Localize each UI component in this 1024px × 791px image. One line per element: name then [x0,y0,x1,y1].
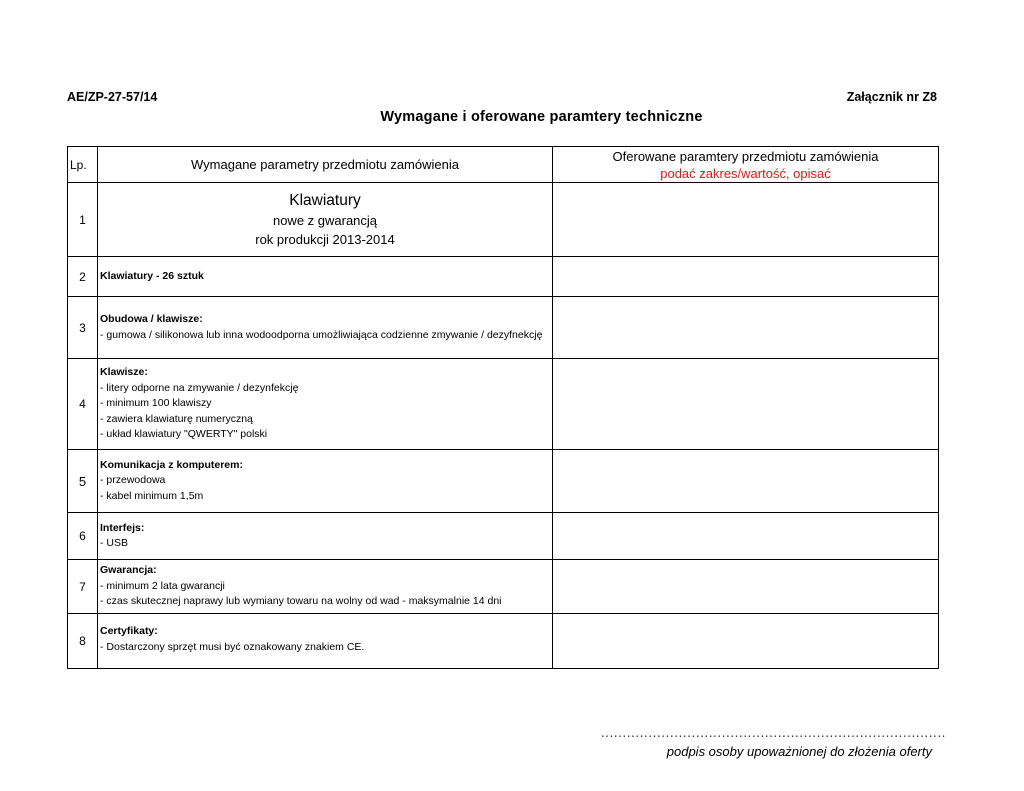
header-offered-label: Oferowane paramtery przedmiotu zamówienia [612,148,879,164]
row-line: - układ klawiatury "QWERTY" polski [100,428,268,441]
header-required: Wymagane parametry przedmiotu zamówienia [98,147,553,183]
row-title: Certyfikaty: [100,625,158,637]
row-required [98,297,553,359]
row-line: - gumowa / silikonowa lub inna wodoodporna umożliwiająca codzienne zmywanie / dezyfnekcję [100,328,543,341]
row-offered-input[interactable] [553,183,939,257]
row-line: - przewodowa [100,474,166,487]
row-required [98,614,553,669]
row-title: Klawiatury - 26 sztuk [100,269,204,282]
row-line: rok produkcji 2013-2014 [255,231,395,247]
row-line: - zawiera klawiaturę numeryczną [100,412,253,425]
header-offered [553,147,939,183]
table-header-row [68,147,939,183]
row-required [98,359,553,450]
row-offered-input[interactable] [553,297,939,359]
specification-table [67,146,939,669]
row-title: Klawisze: [100,366,148,379]
row-line: nowe z gwarancją [272,212,378,228]
attachment-number: Załącznik nr Z8 [846,90,937,104]
row-line: - kabel minimum 1,5m [100,489,204,502]
row-required [98,257,553,297]
table-row [68,183,939,257]
row-number: 5 [68,450,98,513]
row-title: Interfejs: [100,521,145,534]
signature-line: ................................................................................ [600,726,946,740]
table-row [68,359,939,450]
signature-caption: podpis osoby upoważnionej do złożenia oferty [666,744,932,759]
table-row [68,297,939,359]
row-offered-input[interactable] [553,560,939,614]
table-row [68,560,939,614]
row-title: Klawiatury [289,191,361,209]
header-offered-note: podać zakres/wartość, opisać [660,165,831,181]
table-row [68,614,939,669]
row-number: 6 [68,513,98,560]
row-number: 3 [68,297,98,359]
table-row [68,257,939,297]
row-offered-input[interactable] [553,359,939,450]
table-row [68,450,939,513]
row-number: 4 [68,359,98,450]
row-line: - USB [100,537,129,549]
row-title: Komunikacja z komputerem: [100,458,243,471]
row-line: - minimum 2 lata gwarancji [100,579,225,592]
row-offered-input[interactable] [553,450,939,513]
header-lp: Lp. [68,147,98,183]
row-title: Obudowa / klawisze: [100,313,203,325]
page-title: Wymagane i oferowane paramtery techniczne [380,109,703,125]
row-offered-input[interactable] [553,614,939,669]
row-required [98,560,553,614]
row-line: - litery odporne na zmywanie / dezynfekcję [100,381,299,394]
row-offered-input[interactable] [553,513,939,560]
row-line: - czas skutecznej naprawy lub wymiany towaru na wolny od wad - maksymalnie 14 dni [100,595,502,608]
row-required [98,450,553,513]
row-offered-input[interactable] [553,257,939,297]
row-number: 7 [68,560,98,614]
row-required [98,513,553,560]
row-number: 8 [68,614,98,669]
row-number: 1 [68,183,98,257]
row-line: - Dostarczony sprzęt musi być oznakowany znakiem CE. [100,640,365,653]
row-line: - minimum 100 klawiszy [100,397,212,410]
row-title: Gwarancja: [100,564,157,577]
table-row [68,513,939,560]
row-required [98,183,553,257]
document-reference: AE/ZP-27-57/14 [67,90,158,104]
row-number: 2 [68,257,98,297]
